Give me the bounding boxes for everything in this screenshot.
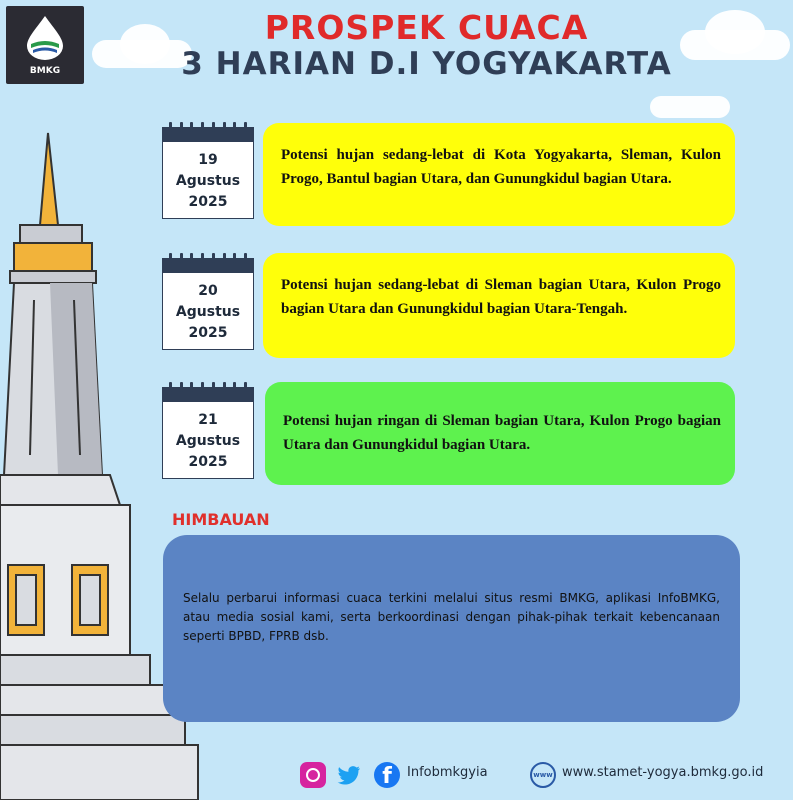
calendar-rings [169, 382, 247, 392]
forecast-box-day-3 [265, 382, 735, 485]
calendar-rings [169, 122, 247, 132]
date-day: 21 [198, 412, 218, 428]
date-month: Agustus [175, 433, 241, 449]
forecast-box-day-2 [263, 253, 735, 358]
page-title: PROSPEK CUACA [264, 8, 589, 47]
forecast-text: Potensi hujan sedang-lebat di Sleman bagian Utara, Kulon Progo bagian Utara dan Gunungkidul bagian Utara-Tengah. [281, 277, 721, 317]
instagram-icon[interactable] [300, 762, 326, 788]
date-year: 2025 [188, 194, 228, 210]
date-month: Agustus [175, 173, 241, 189]
himbauan-title: HIMBAUAN [172, 510, 270, 529]
facebook-icon[interactable]: f [374, 762, 400, 788]
date-year: 2025 [188, 454, 228, 470]
himbauan-box [163, 535, 740, 722]
calendar-date [163, 281, 253, 344]
cloud-decoration [650, 96, 730, 118]
calendar-rings [169, 253, 247, 263]
calendar-day-2 [162, 258, 254, 350]
social-handle[interactable]: Infobmkgyia [407, 765, 488, 780]
website-link[interactable]: www.stamet-yogya.bmkg.go.id [562, 765, 764, 780]
forecast-text: Potensi hujan ringan di Sleman bagian Utara, Kulon Progo bagian Utara dan Gunungkidul bagian Utara. [283, 413, 721, 453]
date-year: 2025 [188, 325, 228, 341]
logo-label: BMKG [29, 66, 61, 76]
globe-www-icon: www [530, 762, 556, 788]
calendar-day-3 [162, 387, 254, 479]
forecast-text: Potensi hujan sedang-lebat di Kota Yogyakarta, Sleman, Kulon Progo, Bantul bagian Utara, dan Gunungkidul bagian Utara. [281, 147, 721, 187]
twitter-icon[interactable] [336, 762, 362, 788]
calendar-date [163, 410, 253, 473]
date-month: Agustus [175, 304, 241, 320]
calendar-date [163, 150, 253, 213]
forecast-box-day-1 [263, 123, 735, 226]
calendar-day-1 [162, 127, 254, 219]
himbauan-text: Selalu perbarui informasi cuaca terkini melalui situs resmi BMKG, aplikasi InfoBMKG, atau media sosial kami, serta berkoordinasi dengan pihak-pihak terkait kebencanaan seperti BPBD, FPRB dsb. [183, 591, 720, 643]
date-day: 20 [198, 283, 218, 299]
date-day: 19 [198, 152, 218, 168]
page-subtitle: 3 HARIAN D.I YOGYAKARTA [181, 46, 672, 82]
